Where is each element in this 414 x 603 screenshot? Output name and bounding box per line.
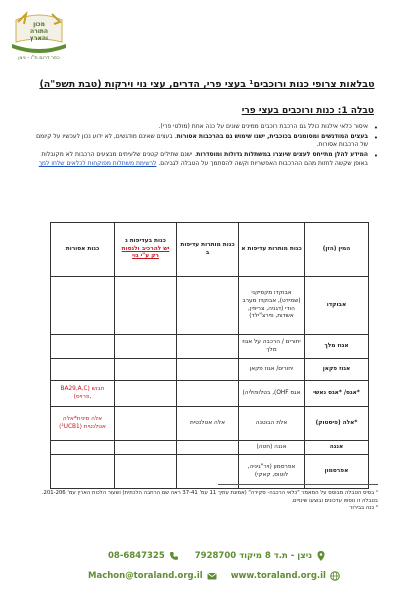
table-header-row [51, 223, 369, 277]
cell-species: *אגס/ *אגס נאשי [305, 381, 369, 407]
cell-priority-c [115, 455, 177, 489]
cell-forbidden [51, 335, 115, 359]
cell-allowed-b [177, 277, 239, 335]
cell-priority-c [115, 277, 177, 335]
header-allowed-a: כנות מותרות עדיפות א [239, 223, 305, 277]
note-item [34, 151, 378, 168]
table-row [51, 277, 369, 335]
cell-species: *אלה (פיסטוק) [305, 407, 369, 441]
header-allowed-b: כנות מותרות עדיפות ב [177, 223, 239, 277]
header-priority-c-label: כנות בעדיפות ג [125, 238, 166, 245]
cell-species: אגוז מלך [305, 335, 369, 359]
cell-allowed-a: יחורים/ אגוז פקאן [239, 359, 305, 381]
note-bold: המידע להלן מתייחס לעצים שיוצרו במשתלות גדולות ומוסדרות [196, 151, 368, 159]
cell-allowed-b [177, 335, 239, 359]
logo-line2: התורה [29, 28, 49, 35]
cell-allowed-a: אפרסמון (ויר"גיניה, לוטוס, קאקי) [239, 455, 305, 489]
footnote-2: ² כנה בבירור [349, 505, 378, 512]
cell-allowed-a: אבוקדו מקסיקני (שמידט), אבוקדו מערב הודי (דגניה, צריפין, אשדות, פירצ"ילד) [239, 277, 305, 335]
cell-forbidden [51, 277, 115, 335]
note-bold: בעצים המודגשים ומסומנים בכוכבית, ישנו שימוש גם בהרכבות אסורות [176, 132, 368, 140]
footnote-divider [218, 484, 378, 485]
cell-priority-c [115, 381, 177, 407]
cell-species: אפרסמון [305, 455, 369, 489]
table-row [51, 335, 369, 359]
cell-forbidden: אלה סינית*אלה אטלנטית (²UCB1) [51, 407, 115, 441]
cell-allowed-a: אננה (חטה) [239, 441, 305, 455]
footnote-1: ¹ בסיס הטבלה מבוסס על המאמר "כלאי הרכבה- סקירה" (אמונת עתיך 11 עמ' 37-41 ראה שם הרחבה הלכתית) ושעור הלכות הארץ עמ' 201-206. בטבלה זו נוספו עדכונים ובוצעו שינויים. [41, 490, 378, 504]
location-pin-icon [316, 551, 326, 561]
note-item [34, 123, 378, 132]
table-row [51, 381, 369, 407]
note-item [34, 133, 378, 150]
table-subtitle: טבלה 1: כנות ורוכבים בעצי פרי [241, 106, 374, 116]
header-priority-c [115, 223, 177, 277]
logo-graphic [8, 6, 70, 54]
header-forbidden: כנות אסורות [51, 223, 115, 277]
table-row [51, 359, 369, 381]
note-text: . בעצים שאינם מודגשים, לא ידוע נכון לעכשיו על קיומם של הרכבות אסורות. [36, 132, 368, 149]
cell-priority-c [115, 441, 177, 455]
cell-forbidden [51, 359, 115, 381]
document-title: טבלאות צרופי כנות ורוכבים¹ בעצי פרי, הדרים, עצי נוי וירקות (טבת תשפ"ה) [39, 79, 375, 90]
phone-number[interactable]: 08-6847325 [108, 551, 165, 561]
phone-icon [169, 551, 179, 561]
table-row [51, 441, 369, 455]
cell-allowed-b [177, 359, 239, 381]
cell-priority-c [115, 407, 177, 441]
cell-allowed-a: אלת הבוטנה [239, 407, 305, 441]
nurseries-link[interactable]: לרשימת משתלות מפוקחות לכלאים שלחו למך [38, 159, 157, 167]
globe-icon [330, 571, 340, 581]
table-row [51, 407, 369, 441]
logo-subtitle: כפר דרום ת"ו - ניצן [18, 55, 60, 61]
cell-allowed-b [177, 441, 239, 455]
cell-forbidden: חבוש (BA29,A,C ,פרויס) [51, 381, 115, 407]
cell-allowed-b: אלה אטלנטית [177, 407, 239, 441]
cell-allowed-a: אגס OHF), בטלופוליה) [239, 381, 305, 407]
contact-row-phone [108, 551, 326, 561]
note-text: איסור כלאי אילנות כולל גם הרכבת רוכבים ממינים שונים על כנה אחת (מולטי פרי). [158, 123, 368, 130]
website-url[interactable]: www.toraland.org.il [230, 571, 326, 581]
postal-address: ניצן - ת.ד 8 מיקוד 7928700 [194, 551, 313, 561]
cell-species: אגוז פקאן [305, 359, 369, 381]
footnotes [34, 490, 378, 513]
note-text: . ישנם שתילים קטנים שלעיתים מבצעים הרכבות לא מקובלות באופן שקשה לחזות מהם ההרכבות האפשריות וקשה להסתמך על הטבלה לגביהם. [41, 151, 368, 167]
cell-allowed-b [177, 381, 239, 407]
header-priority-c-note: יש להרכיב ולנסות רק ע"י גוי [121, 245, 170, 260]
cell-allowed-a: יחורים / הרכבה על אגוז מלך [239, 335, 305, 359]
cell-species: אננה [305, 441, 369, 455]
logo-line1: מכון [33, 21, 45, 28]
email-address[interactable]: Machon@toraland.org.il [88, 571, 203, 581]
email-icon [207, 571, 217, 581]
notes-list [34, 123, 378, 169]
rootstock-table [50, 222, 369, 489]
cell-species: אבוקדו [305, 277, 369, 335]
cell-forbidden [51, 441, 115, 455]
header-species: המין (הזן) [305, 223, 369, 277]
institute-logo [8, 6, 70, 64]
cell-priority-c [115, 335, 177, 359]
cell-priority-c [115, 359, 177, 381]
cell-forbidden [51, 455, 115, 489]
logo-line3: והארץ [29, 35, 49, 42]
contact-row-web [88, 571, 340, 581]
